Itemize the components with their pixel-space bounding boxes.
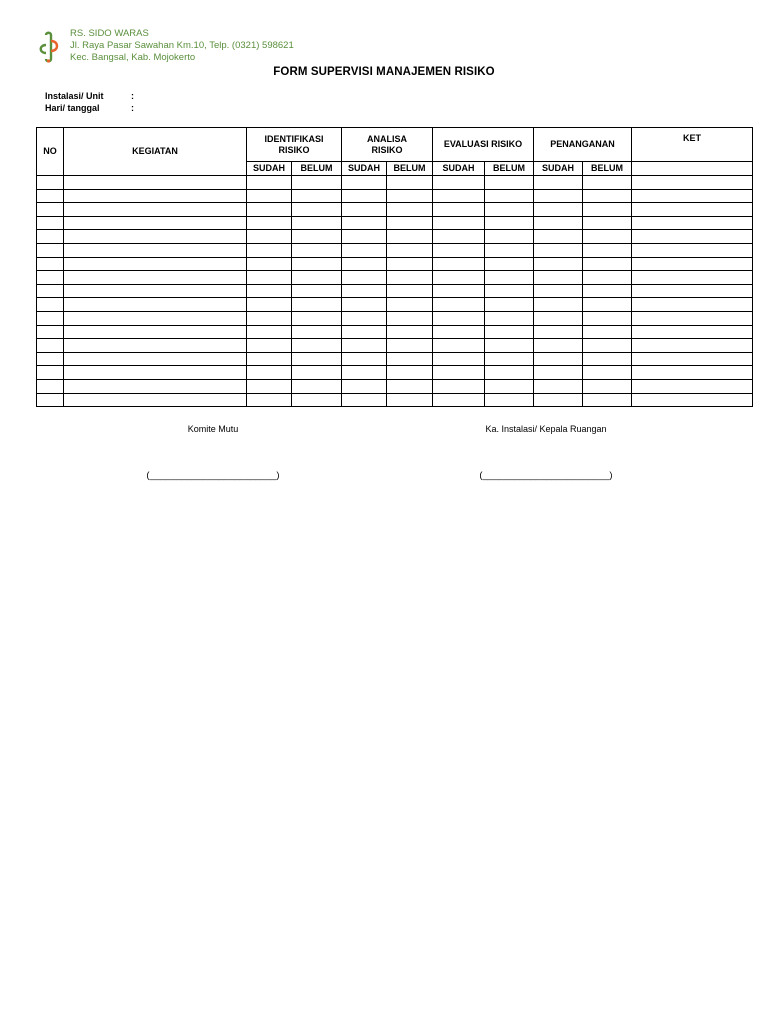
table-cell[interactable] <box>292 298 342 312</box>
date-label: Hari/ tanggal <box>45 103 100 113</box>
table-cell[interactable] <box>534 352 583 366</box>
table-cell[interactable] <box>292 216 342 230</box>
table-cell[interactable] <box>583 243 632 257</box>
table-cell[interactable] <box>387 284 433 298</box>
table-cell[interactable] <box>342 257 387 271</box>
table-cell[interactable] <box>247 176 292 190</box>
table-cell[interactable] <box>247 271 292 285</box>
table-cell[interactable] <box>247 379 292 393</box>
header-penanganan: PENANGANAN <box>534 128 632 162</box>
date-separator: : <box>131 103 134 113</box>
table-cell[interactable] <box>534 284 583 298</box>
table-cell[interactable] <box>342 352 387 366</box>
table-cell[interactable] <box>37 189 64 203</box>
table-cell[interactable] <box>342 243 387 257</box>
table-cell[interactable] <box>485 339 534 353</box>
table-cell[interactable] <box>534 325 583 339</box>
table-cell[interactable] <box>632 257 753 271</box>
table-cell[interactable] <box>387 243 433 257</box>
table-cell[interactable] <box>534 243 583 257</box>
table-row <box>37 298 753 312</box>
table-cell[interactable] <box>37 366 64 380</box>
table-cell[interactable] <box>433 325 485 339</box>
signature-left-label: Komite Mutu <box>187 424 239 434</box>
table-cell[interactable] <box>534 176 583 190</box>
header-evaluasi: EVALUASI RISIKO <box>433 128 534 162</box>
sub-belum: BELUM <box>485 162 534 176</box>
header-analisa-line1: ANALISA <box>367 133 408 144</box>
table-cell[interactable] <box>247 311 292 325</box>
table-cell[interactable] <box>64 311 247 325</box>
sub-belum: BELUM <box>583 162 632 176</box>
table-cell[interactable] <box>37 216 64 230</box>
table-cell[interactable] <box>247 230 292 244</box>
table-cell[interactable] <box>292 203 342 217</box>
table-cell[interactable] <box>632 298 753 312</box>
table-cell[interactable] <box>485 366 534 380</box>
table-cell[interactable] <box>342 379 387 393</box>
table-cell[interactable] <box>583 339 632 353</box>
sub-belum: BELUM <box>387 162 433 176</box>
table-cell[interactable] <box>292 379 342 393</box>
table-cell[interactable] <box>342 284 387 298</box>
table-cell[interactable] <box>64 366 247 380</box>
table-cell[interactable] <box>534 216 583 230</box>
table-row <box>37 176 753 190</box>
sub-sudah: SUDAH <box>433 162 485 176</box>
table-cell[interactable] <box>534 339 583 353</box>
table-cell[interactable] <box>433 393 485 407</box>
table-cell[interactable] <box>485 203 534 217</box>
table-cell[interactable] <box>292 230 342 244</box>
header-identifikasi-line1: IDENTIFIKASI <box>264 133 324 144</box>
table-cell[interactable] <box>583 230 632 244</box>
table-cell[interactable] <box>485 176 534 190</box>
table-cell[interactable] <box>387 298 433 312</box>
table-row <box>37 216 753 230</box>
table-cell[interactable] <box>583 284 632 298</box>
table-cell[interactable] <box>64 284 247 298</box>
table-cell[interactable] <box>485 393 534 407</box>
table-cell[interactable] <box>433 189 485 203</box>
table-cell[interactable] <box>632 243 753 257</box>
table-cell[interactable] <box>433 176 485 190</box>
table-cell[interactable] <box>292 393 342 407</box>
table-cell[interactable] <box>64 271 247 285</box>
table-cell[interactable] <box>292 243 342 257</box>
table-row <box>37 366 753 380</box>
table-cell[interactable] <box>342 176 387 190</box>
table-cell[interactable] <box>583 393 632 407</box>
sub-sudah: SUDAH <box>342 162 387 176</box>
table-cell[interactable] <box>534 366 583 380</box>
header-ket: KET <box>632 128 753 162</box>
table-cell[interactable] <box>247 284 292 298</box>
table-cell[interactable] <box>342 216 387 230</box>
table-cell[interactable] <box>583 366 632 380</box>
table-cell[interactable] <box>37 393 64 407</box>
table-cell[interactable] <box>632 325 753 339</box>
header-analisa-line2: RISIKO <box>371 144 403 155</box>
table-cell[interactable] <box>433 216 485 230</box>
table-cell[interactable] <box>342 203 387 217</box>
sub-sudah: SUDAH <box>247 162 292 176</box>
table-cell[interactable] <box>64 325 247 339</box>
sub-belum: BELUM <box>292 162 342 176</box>
table-cell[interactable] <box>485 230 534 244</box>
table-row <box>37 257 753 271</box>
table-cell[interactable] <box>292 176 342 190</box>
table-row <box>37 393 753 407</box>
table-cell[interactable] <box>247 325 292 339</box>
table-cell[interactable] <box>485 298 534 312</box>
table-cell[interactable] <box>534 311 583 325</box>
table-cell[interactable] <box>485 257 534 271</box>
table-cell[interactable] <box>534 393 583 407</box>
table-cell[interactable] <box>632 203 753 217</box>
table-cell[interactable] <box>37 243 64 257</box>
table-cell[interactable] <box>64 203 247 217</box>
table-cell[interactable] <box>485 325 534 339</box>
table-cell[interactable] <box>292 311 342 325</box>
table-cell[interactable] <box>632 216 753 230</box>
table-cell[interactable] <box>64 243 247 257</box>
table-cell[interactable] <box>583 203 632 217</box>
table-cell[interactable] <box>342 311 387 325</box>
table-cell[interactable] <box>292 352 342 366</box>
table-row <box>37 284 753 298</box>
table-cell[interactable] <box>583 352 632 366</box>
table-cell[interactable] <box>632 230 753 244</box>
table-cell[interactable] <box>64 379 247 393</box>
table-cell[interactable] <box>534 298 583 312</box>
signature-left-line: (________________________) <box>146 470 280 481</box>
table-cell[interactable] <box>342 339 387 353</box>
table-body <box>37 176 753 407</box>
table-cell[interactable] <box>387 325 433 339</box>
table-cell[interactable] <box>583 257 632 271</box>
table-cell[interactable] <box>485 189 534 203</box>
table-cell[interactable] <box>632 339 753 353</box>
table-cell[interactable] <box>485 284 534 298</box>
table-cell[interactable] <box>534 203 583 217</box>
table-cell[interactable] <box>64 189 247 203</box>
table-cell[interactable] <box>247 298 292 312</box>
table-cell[interactable] <box>292 189 342 203</box>
letterhead <box>37 28 737 68</box>
table-row <box>37 271 753 285</box>
table-cell[interactable] <box>292 271 342 285</box>
table-cell[interactable] <box>534 189 583 203</box>
table-cell[interactable] <box>64 352 247 366</box>
unit-label: Instalasi/ Unit <box>45 91 104 101</box>
table-cell[interactable] <box>292 284 342 298</box>
table-cell[interactable] <box>485 352 534 366</box>
table-row <box>37 243 753 257</box>
table-cell[interactable] <box>534 379 583 393</box>
table-cell[interactable] <box>387 257 433 271</box>
hospital-logo-icon <box>37 31 63 63</box>
table-cell[interactable] <box>37 284 64 298</box>
table-cell[interactable] <box>64 257 247 271</box>
table-cell[interactable] <box>37 379 64 393</box>
table-cell[interactable] <box>387 311 433 325</box>
table-cell[interactable] <box>247 366 292 380</box>
hospital-name: RS. SIDO WARAS <box>70 28 149 39</box>
table-cell[interactable] <box>485 311 534 325</box>
table-cell[interactable] <box>37 311 64 325</box>
table-cell[interactable] <box>632 284 753 298</box>
table-cell[interactable] <box>387 216 433 230</box>
table-cell[interactable] <box>632 366 753 380</box>
table-cell[interactable] <box>632 176 753 190</box>
table-cell[interactable] <box>387 189 433 203</box>
table-cell[interactable] <box>433 203 485 217</box>
table-row <box>37 325 753 339</box>
table-cell[interactable] <box>485 243 534 257</box>
table-cell[interactable] <box>433 284 485 298</box>
table-cell[interactable] <box>387 271 433 285</box>
table-cell[interactable] <box>64 298 247 312</box>
table-cell[interactable] <box>387 379 433 393</box>
table-cell[interactable] <box>387 339 433 353</box>
table-cell[interactable] <box>247 352 292 366</box>
table-cell[interactable] <box>387 366 433 380</box>
sub-ket-blank <box>632 162 753 176</box>
table-cell[interactable] <box>387 230 433 244</box>
signature-right-line: (________________________) <box>479 470 613 481</box>
table-cell[interactable] <box>342 230 387 244</box>
table-cell[interactable] <box>583 298 632 312</box>
table-cell[interactable] <box>534 271 583 285</box>
table-cell[interactable] <box>583 216 632 230</box>
table-cell[interactable] <box>632 271 753 285</box>
table-row <box>37 311 753 325</box>
sub-sudah: SUDAH <box>534 162 583 176</box>
table-cell[interactable] <box>433 243 485 257</box>
table-cell[interactable] <box>433 311 485 325</box>
table-cell[interactable] <box>387 393 433 407</box>
table-row <box>37 379 753 393</box>
table-cell[interactable] <box>387 176 433 190</box>
table-row <box>37 230 753 244</box>
table-cell[interactable] <box>485 216 534 230</box>
table-cell[interactable] <box>247 339 292 353</box>
unit-separator: : <box>131 91 134 101</box>
table-cell[interactable] <box>247 257 292 271</box>
table-cell[interactable] <box>292 257 342 271</box>
table-cell[interactable] <box>37 325 64 339</box>
table-cell[interactable] <box>64 216 247 230</box>
table-cell[interactable] <box>632 379 753 393</box>
table-cell[interactable] <box>37 298 64 312</box>
table-cell[interactable] <box>433 271 485 285</box>
form-info <box>45 90 134 114</box>
table-cell[interactable] <box>485 271 534 285</box>
header-no: NO <box>37 128 64 176</box>
hospital-address: Jl. Raya Pasar Sawahan Km.10, Telp. (0321) 598621 <box>70 40 294 51</box>
table-cell[interactable] <box>292 339 342 353</box>
supervision-table <box>36 127 753 407</box>
table-cell[interactable] <box>342 189 387 203</box>
table-cell[interactable] <box>37 271 64 285</box>
table-cell[interactable] <box>342 325 387 339</box>
table-cell[interactable] <box>433 230 485 244</box>
table-cell[interactable] <box>387 352 433 366</box>
table-cell[interactable] <box>632 189 753 203</box>
header-analisa <box>342 128 433 162</box>
signature-right-label: Ka. Instalasi/ Kepala Ruangan <box>485 424 607 434</box>
table-cell[interactable] <box>387 203 433 217</box>
header-identifikasi <box>247 128 342 162</box>
table-cell[interactable] <box>583 379 632 393</box>
table-cell[interactable] <box>433 339 485 353</box>
table-cell[interactable] <box>632 352 753 366</box>
table-cell[interactable] <box>534 257 583 271</box>
table-cell[interactable] <box>583 189 632 203</box>
table-cell[interactable] <box>64 393 247 407</box>
table-cell[interactable] <box>247 189 292 203</box>
table-cell[interactable] <box>37 257 64 271</box>
table-cell[interactable] <box>37 230 64 244</box>
header-kegiatan: KEGIATAN <box>64 128 247 176</box>
table-cell[interactable] <box>583 271 632 285</box>
table-row <box>37 203 753 217</box>
table-cell[interactable] <box>292 366 342 380</box>
table-cell[interactable] <box>583 176 632 190</box>
table-cell[interactable] <box>342 366 387 380</box>
table-cell[interactable] <box>292 325 342 339</box>
table-cell[interactable] <box>342 393 387 407</box>
table-cell[interactable] <box>534 230 583 244</box>
table-cell[interactable] <box>632 393 753 407</box>
header-identifikasi-line2: RISIKO <box>278 144 310 155</box>
table-cell[interactable] <box>37 203 64 217</box>
table-cell[interactable] <box>37 176 64 190</box>
table-cell[interactable] <box>37 352 64 366</box>
table-cell[interactable] <box>433 366 485 380</box>
table-cell[interactable] <box>342 298 387 312</box>
table-row <box>37 352 753 366</box>
table-cell[interactable] <box>583 325 632 339</box>
table-cell[interactable] <box>632 311 753 325</box>
table-cell[interactable] <box>247 243 292 257</box>
hospital-district: Kec. Bangsal, Kab. Mojokerto <box>70 52 196 63</box>
table-cell[interactable] <box>247 203 292 217</box>
table-cell[interactable] <box>64 339 247 353</box>
table-cell[interactable] <box>247 216 292 230</box>
table-cell[interactable] <box>485 379 534 393</box>
table-cell[interactable] <box>583 311 632 325</box>
table-cell[interactable] <box>433 298 485 312</box>
table-row <box>37 339 753 353</box>
hospital-info <box>70 28 294 64</box>
table-cell[interactable] <box>433 352 485 366</box>
table-cell[interactable] <box>433 257 485 271</box>
table-cell[interactable] <box>433 379 485 393</box>
table-cell[interactable] <box>64 176 247 190</box>
table-cell[interactable] <box>247 393 292 407</box>
table-cell[interactable] <box>64 230 247 244</box>
form-title: FORM SUPERVISI MANAJEMEN RISIKO <box>273 66 495 78</box>
table-cell[interactable] <box>37 339 64 353</box>
table-cell[interactable] <box>342 271 387 285</box>
table-row <box>37 189 753 203</box>
